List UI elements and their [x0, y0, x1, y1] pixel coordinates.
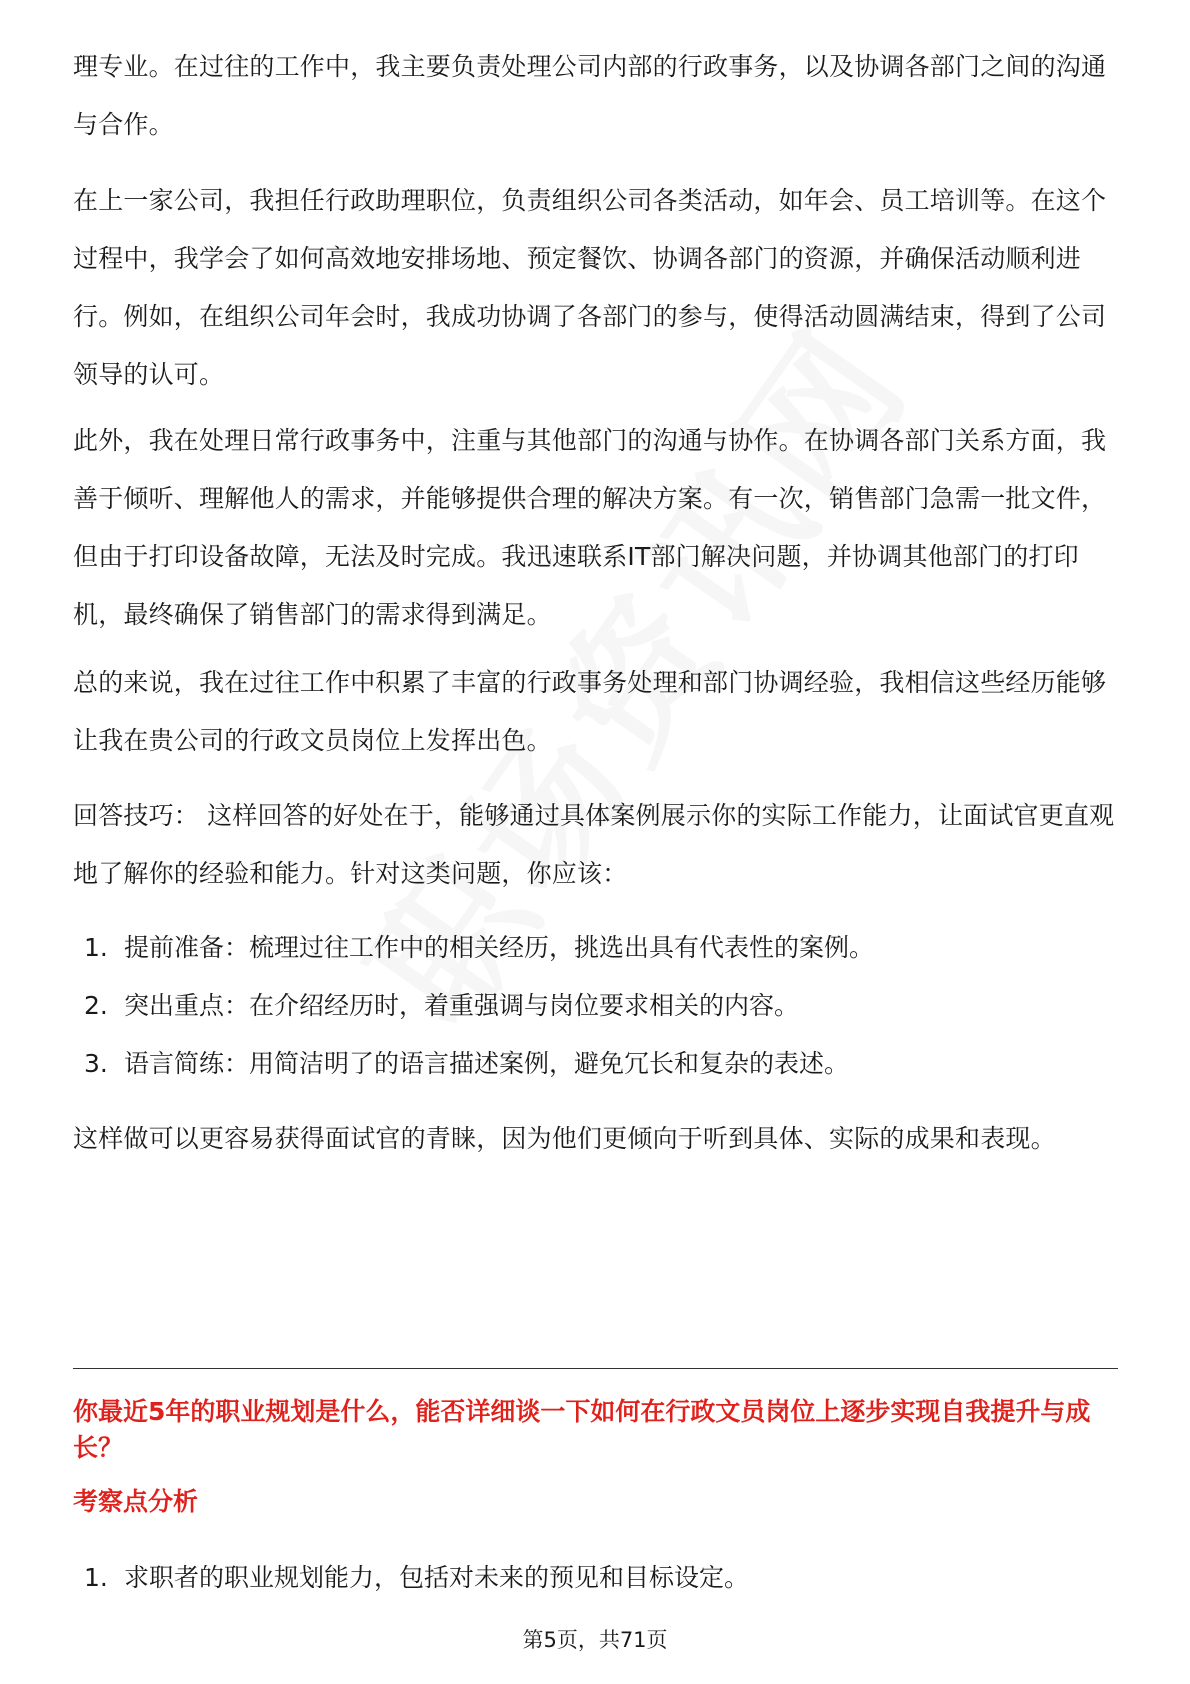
paragraph-closing: 这样做可以更容易获得面试官的青睐，因为他们更倾向于听到具体、实际的成果和表现。 [73, 1124, 1056, 1153]
analysis-heading: 考察点分析 [73, 1487, 199, 1516]
paragraph-communication: 此外，我在处理日常行政事务中，注重与其他部门的沟通与协作。在协调各部门关系方面，我善于倾听、理解他人的需求，并能够提供合理的解决方案。有一次，销售部门急需一批文件，但由于打印设备故障，无法及时完成。我迅速联系IT部门解决问题，并协调其他部门的打印机，最终确保了销售部门的需求得到满足。 [73, 426, 1107, 629]
list-number: 2. [84, 991, 108, 1020]
analysis-list [84, 1549, 749, 1607]
question-heading: 你最近5年的职业规划是什么，能否详细谈一下如何在行政文员岗位上逐步实现自我提升与成长？ [73, 1397, 1091, 1462]
list-text: 突出重点：在介绍经历时，着重强调与岗位要求相关的内容。 [124, 991, 800, 1020]
page-footer: 第5页，共71页 [522, 1628, 668, 1652]
paragraph-previous-company: 在上一家公司，我担任行政助理职位，负责组织公司各类活动，如年会、员工培训等。在这个过程中，我学会了如何高效地安排场地、预定餐饮、协调各部门的资源，并确保活动顺利进行。例如，在组织公司年会时，我成功协调了各部门的参与，使得活动圆满结束，得到了公司领导的认可。 [73, 186, 1107, 389]
list-text: 提前准备：梳理过往工作中的相关经历，挑选出具有代表性的案例。 [124, 933, 875, 962]
paragraph-experience-intro: 理专业。在过往的工作中，我主要负责处理公司内部的行政事务，以及协调各部门之间的沟通与合作。 [73, 52, 1107, 139]
tips-list [84, 919, 874, 1093]
paragraph-summary: 总的来说，我在过往工作中积累了丰富的行政事务处理和部门协调经验，我相信这些经历能够让我在贵公司的行政文员岗位上发挥出色。 [73, 668, 1107, 755]
paragraph-answer-tips: 回答技巧： 这样回答的好处在于，能够通过具体案例展示你的实际工作能力，让面试官更直观地了解你的经验和能力。针对这类问题，你应该： [73, 801, 1115, 888]
list-number: 3. [84, 1049, 108, 1078]
list-text: 求职者的职业规划能力，包括对未来的预见和目标设定。 [124, 1563, 750, 1592]
list-item [84, 977, 874, 1035]
list-number: 1. [84, 933, 108, 962]
section-divider [73, 1368, 1118, 1369]
list-item [84, 919, 874, 977]
list-text: 语言简练：用简洁明了的语言描述案例，避免冗长和复杂的表述。 [124, 1049, 850, 1078]
list-item [84, 1035, 874, 1093]
list-item [84, 1549, 749, 1607]
list-number: 1. [84, 1563, 108, 1592]
